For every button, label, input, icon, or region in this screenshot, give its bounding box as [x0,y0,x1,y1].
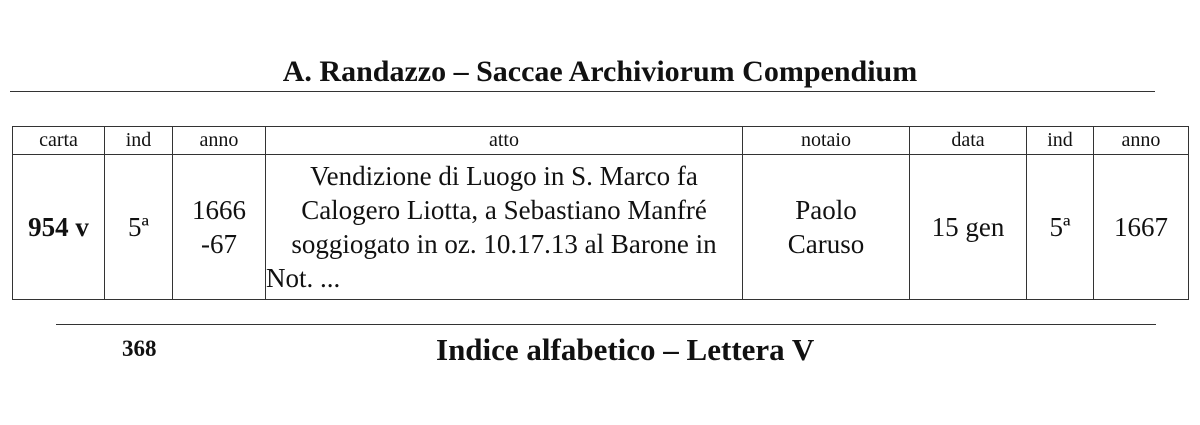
page-number: 368 [122,336,157,361]
section-title: Indice alfabetico – Lettera V [436,332,815,367]
cell-ind-2: 5ª [1027,155,1094,300]
column-header-carta: carta [13,127,105,155]
column-header-ind: ind [105,127,173,155]
cell-carta: 954 v [13,155,105,300]
column-header-atto: atto [266,127,743,155]
footer-rule [56,324,1156,325]
table-header-row [13,127,1189,155]
column-header-notaio: notaio [743,127,910,155]
cell-anno-line1: 1666 [192,195,246,225]
cell-notaio-line1: Paolo [795,195,857,225]
cell-atto: Vendizione di Luogo in S. Marco fa Calogero Liotta, a Sebastiano Manfré soggiogato in oz. 10.17.13 al Barone in Not. ... [266,155,743,300]
header-rule [10,91,1155,92]
table-row [13,155,1189,300]
cell-anno-line2: -67 [201,229,237,259]
cell-data: 15 gen [910,155,1027,300]
page-header-title: A. Randazzo – Saccae Archiviorum Compendium [282,55,918,88]
cell-notaio-line2: Caruso [787,229,865,259]
cell-ind: 5ª [105,155,173,300]
cell-anno-2: 1667 [1094,155,1189,300]
cell-notaio [743,155,910,300]
column-header-anno: anno [173,127,266,155]
column-header-ind-2: ind [1027,127,1094,155]
column-header-data: data [910,127,1027,155]
column-header-anno-2: anno [1094,127,1189,155]
cell-anno [173,155,266,300]
record-table [12,126,1189,300]
